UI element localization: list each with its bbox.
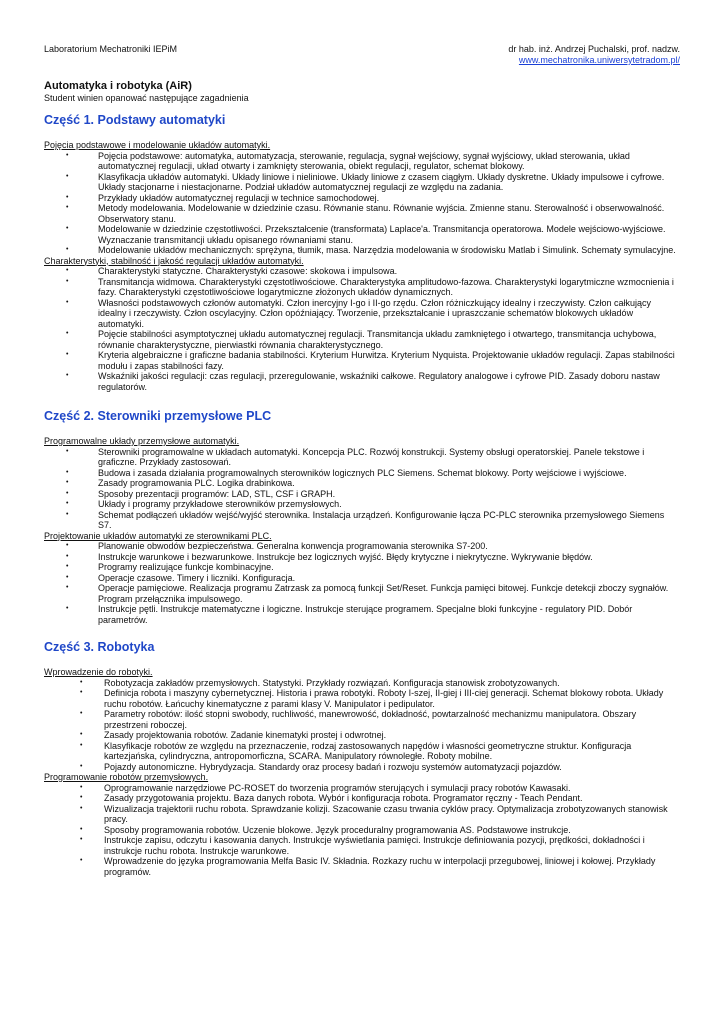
list-item: • Transmitancja widmowa. Charakterystyki częstotliwościowe. Charakterystyka amplitudowo-fazowa. Charakterystyki logarytmiczne wzmocnienia i fazy. Charakterystyki częstotliwościowe logarytmiczne złożonych układów dynamicznych. <box>66 276 674 297</box>
bullet-icon: • <box>66 542 69 549</box>
section-title: Wprowadzenie do robotyki. <box>44 667 153 677</box>
bullet-icon: • <box>66 479 69 486</box>
section-title: Projektowanie układów automatyki ze sterownikami PLC. <box>44 530 272 541</box>
list-item: • Modelowanie w dziedzinie częstotliwości. Przekształcenie (transformata) Laplace'a. Transmitancja operatorowa. Modele wejściowo-wyjściowe. Wyznaczanie transmitancji układu opisanego równaniami stanu. <box>66 224 666 245</box>
bullet-icon: • <box>66 573 69 581</box>
topic-list <box>44 447 680 531</box>
header-website-link[interactable]: www.mechatronika.uniwersytetradom.pl/ <box>518 55 680 65</box>
header-lab-name: Laboratorium Mechatroniki IEPiM <box>44 44 178 54</box>
document-subtitle: Student winien opanować następujące zagadnienia <box>44 93 249 103</box>
bullet-icon: • <box>80 710 83 717</box>
list-item: • Pojęcie stabilności asymptotycznej układu automatycznej regulacji. Transmitancja układu zamkniętego i otwartego, transmitancja uchybowa, równanie charakterystyczne, pierwiastki równania charakterystycznego. <box>66 329 657 350</box>
bullet-icon: • <box>66 246 69 253</box>
bullet-icon: • <box>80 678 83 686</box>
topic-list <box>44 541 680 625</box>
list-item: • Planowanie obwodów bezpieczeństwa. Generalna konwencja programowania sterownika S7-200. <box>66 541 488 551</box>
bullet-icon: • <box>66 563 69 570</box>
section-title: Programowanie robotów przemysłowych. <box>44 772 209 782</box>
bullet-icon: • <box>66 267 69 274</box>
topic-list <box>44 266 680 392</box>
list-item: • Układy i programy przykładowe sterowników przemysłowych. <box>66 499 342 509</box>
bullet-icon: • <box>66 489 69 497</box>
bullet-icon: • <box>66 277 69 285</box>
list-item: • Metody modelowania. Modelowanie w dziedzinie czasu. Równanie stanu. Równanie wyjścia. Zmienne stanu. Sterowalność i obserwowalność. Obserwatory stanu. <box>66 203 665 224</box>
list-item: • Instrukcje warunkowe i bezwarunkowe. Instrukcje bez logicznych wyjść. Błędy krytyczne i niekrytyczne. Wykrywanie błędów. <box>66 551 593 562</box>
list-item: • Parametry robotów: ilość stopni swobody, ruchliwość, manewrowość, dokładność, powtarzalność mechanizmu manipulatora. Obszary przestrzeni roboczej. <box>80 709 637 730</box>
section-title: Pojęcia podstawowe i modelowanie układów automatyki. <box>44 140 271 150</box>
list-item: • Zasady przygotowania projektu. Baza danych robota. Wybór i konfiguracja robota. Programator ręczny - Teach Pendant. <box>80 793 583 803</box>
list-item: • Modelowanie układów mechanicznych: sprężyna, tłumik, masa. Narzędzia modelowania w środowisku Matlab i Simulink. Schematy symulacyjne. <box>66 245 676 255</box>
list-item: • Zasady programowania PLC. Logika drabinkowa. <box>66 478 295 488</box>
bullet-icon: • <box>66 225 69 232</box>
bullet-icon: • <box>66 351 69 358</box>
bullet-icon: • <box>80 794 83 801</box>
bullet-icon: • <box>80 804 83 812</box>
part-3-body <box>44 667 680 877</box>
list-item: • Klasyfikacje robotów ze względu na przeznaczenie, rodzaj zastosowanych napędów i własności geometryczne struktur. Konfiguracja kartezjańska, cylindryczna, antropomorficzna, SCARA. Manipulatory równoległe. Roboty mobilne. <box>80 740 632 761</box>
bullet-icon: • <box>66 372 69 379</box>
section-title: Charakterystyki, stabilność i jakość regulacji układów automatyki. <box>44 255 304 266</box>
list-item: • Operacje pamięciowe. Realizacja programu Zatrzask za pomocą funkcji Set/Reset. Funkcja pamięci bitowej. Funkcje detekcji zboczy sygnałów. Program przełącznika impulsowego. <box>66 583 669 604</box>
list-item: • Pojazdy autonomiczne. Hybrydyzacja. Standardy oraz procesy badań i rozwoju systemów automatyzacji pojazdów. <box>80 761 562 772</box>
bullet-icon: • <box>66 552 69 560</box>
part-3-heading: Część 3. Robotyka <box>44 640 155 654</box>
list-item: • Wskaźniki jakości regulacji: czas regulacji, przeregulowanie, wskaźniki całkowe. Regulatory analogowe i cyfrowe PID. Zasady doboru nastaw regulatorów. <box>66 371 660 392</box>
bullet-icon: • <box>80 762 83 770</box>
bullet-icon: • <box>80 825 83 833</box>
topic-list <box>44 783 680 878</box>
list-item: • Programy realizujące funkcje kombinacyjne. <box>66 562 274 572</box>
bullet-icon: • <box>66 151 69 159</box>
list-item: • Definicja robota i maszyny cybernetycznej. Historia i prawa robotyki. Roboty I-szej, II-giej i III-ciej generacji. Schemat blokowy robota. Układy ruchu robotów. Łańcuchy kinematyczne z parami klasy V. Manipulator i pedipulator. <box>80 688 664 709</box>
bullet-icon: • <box>80 783 83 791</box>
topic-list <box>44 678 680 773</box>
bullet-icon: • <box>66 605 69 612</box>
list-item: • Instrukcje zapisu, odczytu i kasowania danych. Instrukcje wyświetlania pamięci. Instrukcje definiowania pozycji, prędkości, dokładności i instrukcje ruchu robota. Instrukcje warunkowe. <box>80 835 645 856</box>
bullet-icon: • <box>66 584 69 591</box>
bullet-icon: • <box>66 468 69 476</box>
bullet-icon: • <box>80 857 83 864</box>
bullet-icon: • <box>80 741 83 749</box>
list-item: • Sterowniki programowalne w układach automatyki. Koncepcja PLC. Rozwój konstrukcji. Systemy obsługi operatorskiej. Panele tekstowe i graficzne. Przykłady zastosowań. <box>66 446 645 467</box>
header-author-block <box>508 44 680 66</box>
list-item: • Instrukcje pętli. Instrukcje matematyczne i logiczne. Instrukcje sterujące programem. Specjalne bloki funkcyjne - regulatory PID. Dobór parametrów. <box>66 604 633 625</box>
list-item: • Oprogramowanie narzędziowe PC-ROSET do tworzenia programów sterujących i symulacji pracy robotów Kawasaki. <box>80 782 571 793</box>
list-item: • Robotyzacja zakładów przemysłowych. Statystyki. Przykłady rozwiązań. Konfiguracja stanowisk zrobotyzowanych. <box>80 677 560 688</box>
list-item: • Pojęcia podstawowe: automatyka, automatyzacja, sterowanie, regulacja, sygnał wejściowy, sygnał wyjściowy, układ sterowania, układ automatycznej regulacji, układ otwarty i zamknięty sterowania, obiekt regulacji, regulator, schemat blokowy. <box>66 150 630 171</box>
bullet-icon: • <box>80 689 83 696</box>
bullet-icon: • <box>66 500 69 507</box>
bullet-icon: • <box>66 298 69 306</box>
bullet-icon: • <box>66 330 69 337</box>
bullet-icon: • <box>80 731 83 738</box>
bullet-icon: • <box>66 172 69 180</box>
list-item: • Kryteria algebraiczne i graficzne badania stabilności. Kryterium Hurwitza. Kryterium Nyquista. Projektowanie układów regulacji. Zapas stabilności modułu i zapas stabilności fazy. <box>66 350 675 371</box>
list-item: • Sposoby prezentacji programów: LAD, STL, CSF i GRAPH. <box>66 488 336 499</box>
document-content <box>44 80 680 877</box>
document-title: Automatyka i robotyka (AiR) <box>44 80 192 92</box>
list-item: • Wprowadzenie do języka programowania Melfa Basic IV. Składnia. Rozkazy ruchu w interpolacji przegubowej, liniowej i kołowej. Przykłady programów. <box>80 856 656 877</box>
bullet-icon: • <box>66 193 69 201</box>
list-item: • Operacje czasowe. Timery i liczniki. Konfiguracja. <box>66 572 296 583</box>
list-item: • Przykłady układów automatycznej regulacji w technice samochodowej. <box>66 192 380 203</box>
part-2-heading: Część 2. Sterowniki przemysłowe PLC <box>44 409 272 423</box>
list-item: • Zasady projektowania robotów. Zadanie kinematyki prostej i odwrotnej. <box>80 730 387 740</box>
bullet-icon: • <box>66 510 69 518</box>
topic-list <box>44 151 680 256</box>
list-item: • Sposoby programowania robotów. Uczenie blokowe. Język proceduralny programowania AS. Podstawowe instrukcje. <box>80 824 571 835</box>
bullet-icon: • <box>80 836 83 843</box>
list-item: • Schemat podłączeń układów wejść/wyjść sterownika. Instalacja urządzeń. Konfigurowanie łącza PC-PLC sterownika przemysłowego Siemens S7. <box>66 509 665 530</box>
part-1-heading: Część 1. Podstawy automatyki <box>44 113 226 127</box>
bullet-icon: • <box>66 447 69 455</box>
list-item: • Klasyfikacja układów automatyki. Układy liniowe i nieliniowe. Układy liniowe z czasem ciągłym. Układy dyskretne. Układy impulsowe i cyfrowe. Układy stacjonarne i niestacjonarne. Podział układów automatycznej regulacji ze względu na zadania. <box>66 171 665 192</box>
list-item: • Budowa i zasada działania programowalnych sterowników logicznych PLC Siemens. Schemat blokowy. Porty wejściowe i wyjściowe. <box>66 467 627 478</box>
bullet-icon: • <box>66 204 69 211</box>
section-title: Programowalne układy przemysłowe automatyki. <box>44 436 240 446</box>
list-item: • Własności podstawowych członów automatyki. Człon inercyjny I-go i II-go rzędu. Człon różniczkujący idealny i rzeczywisty. Człon całkujący idealny i rzeczywisty. Człon oscylacyjny. Człon opóźniający. Tworzenie, przekształcanie i upraszczanie schematów blokowych układów automatyki. <box>66 297 652 329</box>
header-author: dr hab. inż. Andrzej Puchalski, prof. nadzw. <box>508 44 680 54</box>
list-item: • Charakterystyki statyczne. Charakterystyki czasowe: skokowa i impulsowa. <box>66 266 398 276</box>
list-item: • Wizualizacja trajektorii ruchu robota. Sprawdzanie kolizji. Szacowanie czasu trwania cyklów pracy. Optymalizacja zrobotyzowanych stanowisk pracy. <box>80 803 668 824</box>
